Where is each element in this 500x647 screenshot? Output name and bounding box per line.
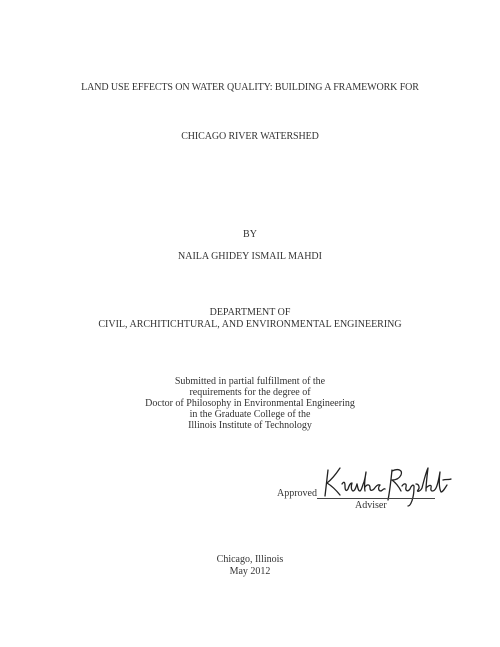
approved-label: Approved [277, 488, 317, 499]
submission-line-3: Doctor of Philosophy in Environmental Engineering [145, 398, 355, 409]
title-line-1: LAND USE EFFECTS ON WATER QUALITY: BUILDING A FRAMEWORK FOR [81, 82, 419, 93]
department-line-1: DEPARTMENT OF [209, 307, 291, 318]
department-line-2: CIVIL, ARCHITICHTURAL, AND ENVIRONMENTAL ENGINEERING [98, 319, 402, 330]
author-name: NAILA GHIDEY ISMAIL MAHDI [178, 251, 322, 262]
date: May 2012 [229, 566, 271, 577]
approval-block [0, 462, 500, 512]
submission-line-4: in the Graduate College of the [189, 409, 311, 420]
signature-line [317, 498, 435, 499]
adviser-label: Adviser [355, 500, 387, 511]
place: Chicago, Illinois [216, 554, 284, 565]
submission-line-5: Illinois Institute of Technology [188, 420, 312, 431]
title-line-2: CHICAGO RIVER WATERSHED [181, 131, 319, 142]
by-label: BY [243, 229, 257, 240]
submission-line-2: requirements for the degree of [189, 387, 311, 398]
submission-line-1: Submitted in partial fulfillment of the [174, 376, 326, 387]
